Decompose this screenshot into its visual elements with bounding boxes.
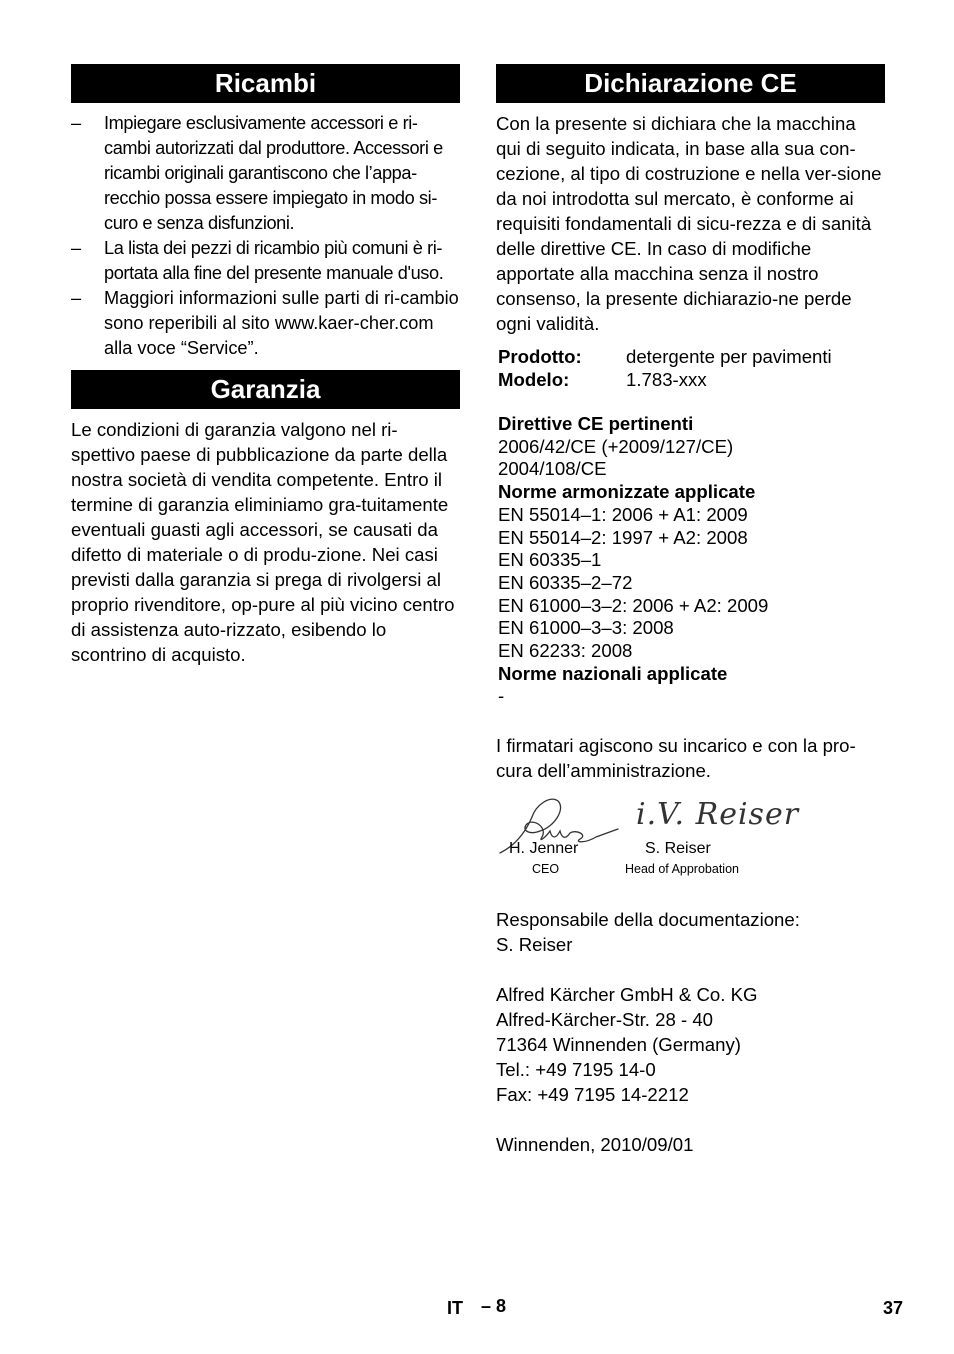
directive-item: 2006/42/CE (+2009/127/CE) xyxy=(498,435,734,457)
signatures xyxy=(496,791,885,886)
declaration-intro: Con la presente si dichiara che la macchina qui di seguito indicata, in base alla sua con-cezione, al tipo di costruzione e nella ver-sione da noi introdotta sul mercato, è conforme ai requisiti fondamentali di sicu-rezza e di sanità delle direttive CE. In caso di modifiche apportate alla macchina senza il nostro consenso, la presente dichiarazio-ne perde ogni validità. xyxy=(496,113,882,334)
standard-item: EN 55014–2: 1997 + A2: 2008 xyxy=(498,526,748,548)
model-row: Modelo: 1.783-xxx xyxy=(498,369,707,390)
standard-item: EN 61000–3–3: 2008 xyxy=(498,617,674,639)
page-number: 37 xyxy=(883,1298,904,1318)
harmonized-heading: Norme armonizzate applicate xyxy=(498,481,756,503)
company-address: Alfred Kärcher GmbH & Co. KG Alfred-Kärcher-Str. 28 - 40 71364 Winnenden (Germany) Tel.: +49 7195 14-0 Fax: +49 7195 14-2212 xyxy=(496,984,758,1106)
section-title-ricambi: Ricambi xyxy=(71,64,460,103)
standard-item: EN 55014–1: 2006 + A1: 2009 xyxy=(498,503,748,525)
standards-block xyxy=(496,413,885,708)
product-row: Prodotto: detergente per pavimenti xyxy=(498,346,832,367)
footer-language: IT xyxy=(447,1298,463,1318)
signer-1-name: H. Jenner xyxy=(509,840,579,858)
signer-1-role: CEO xyxy=(532,862,560,877)
standard-item: EN 60335–2–72 xyxy=(498,571,633,593)
footer-local-page: – 8 xyxy=(481,1296,507,1316)
list-item: – Impiegare esclusivamente accessori e ri-cambi autorizzati dal produttore. Accessori e ricambi originali garantiscono che l’appa-recchio possa essere impiegato in modo si-curo e senza disfunzioni. xyxy=(71,113,443,233)
list-item: – La lista dei pezzi di ricambio più comuni è ri-portata alla fine del presente manuale d'uso. xyxy=(71,238,444,283)
place-date: Winnenden, 2010/09/01 xyxy=(496,1134,694,1156)
signer-2-role: Head of Approbation xyxy=(625,862,739,877)
documentation-responsible: Responsabile della documentazione: S. Reiser xyxy=(496,909,800,956)
ricambi-list xyxy=(71,111,460,361)
left-column xyxy=(71,64,460,667)
national-value: - xyxy=(498,685,505,707)
signatories-text: I firmatari agiscono su incarico e con la pro-cura dell’amministrazione. xyxy=(496,735,856,782)
signer-2-name: S. Reiser xyxy=(645,840,711,858)
standard-item: EN 61000–3–2: 2006 + A2: 2009 xyxy=(498,594,769,616)
product-info xyxy=(496,345,885,391)
standard-item: EN 60335–1 xyxy=(498,549,602,571)
section-title-dichiarazione: Dichiarazione CE xyxy=(496,64,885,103)
list-item: – Maggiori informazioni sulle parti di ri-cambio sono reperibili al sito www.kaer-cher.com alla voce “Service”. xyxy=(71,288,459,358)
right-column xyxy=(496,64,885,1157)
garanzia-text: Le condizioni di garanzia valgono nel ri-spettivo paese di pubblicazione da parte della nostra società di vendita competente. Entro il termine di garanzia eliminiamo gra-tuitamente eventuali guasti agli accessori, se causati da difetto di materiale o di produ-zione. Nei casi previsti dalla garanzia si prega di rivolgersi al proprio rivenditore, op-pure al più vicino centro di assistenza auto-rizzato, esibendo lo scontrino di acquisto. xyxy=(71,419,455,665)
directives-heading: Direttive CE pertinenti xyxy=(498,413,694,434)
national-heading: Norme nazionali applicate xyxy=(498,662,728,684)
standard-item: EN 62233: 2008 xyxy=(498,640,633,662)
section-title-garanzia: Garanzia xyxy=(71,370,460,409)
signature-reiser: i.V. Reiser xyxy=(636,797,800,833)
directive-item: 2004/108/CE xyxy=(498,458,607,480)
